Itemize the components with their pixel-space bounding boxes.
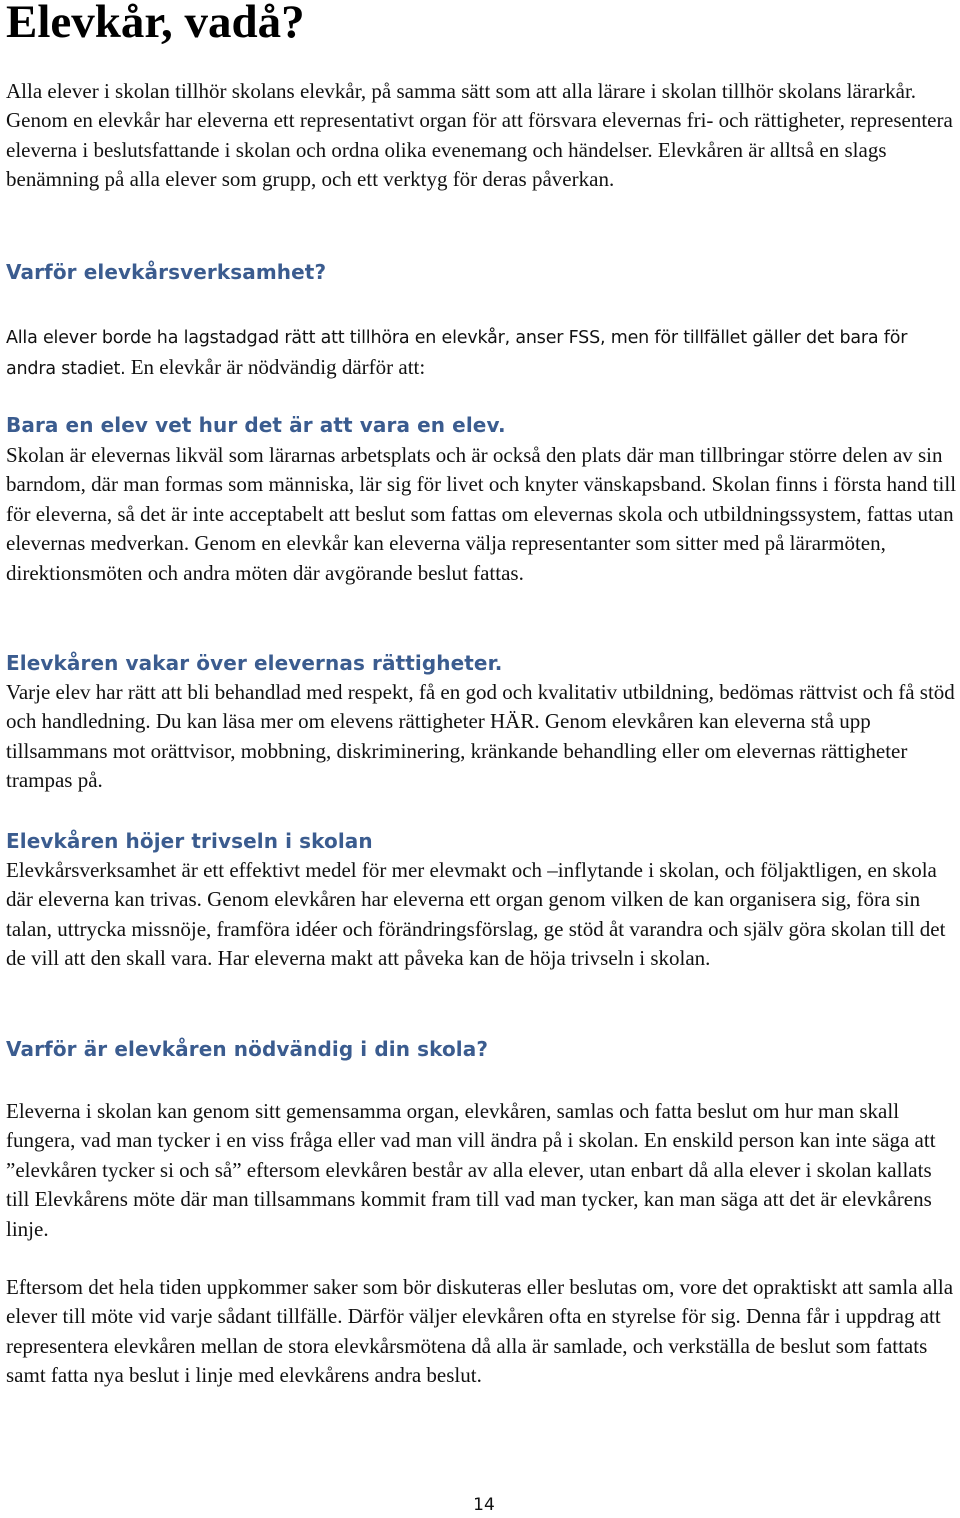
page-title: Elevkår, vadå? xyxy=(6,0,305,48)
necessary-paragraph-1: Eleverna i skolan kan genom sitt gemensamma organ, elevkåren, samlas och fatta beslut om hur man skall fungera, vad man tycker i en viss fråga eller vad man vill ändra på i skolan. En enskild person kan inte säga att ”elevkåren tycker si och så” eftersom elevkåren består av alla elever, utan enbart då alla elever i skolan kallats till Elevkårens möte där man tillsammans kommit fram till vad man tycker, kan man säga att det är elevkårens linje. xyxy=(6,1099,936,1241)
why-activity-text-part2: En elevkår är nödvändig därför att: xyxy=(125,355,426,380)
wellbeing-paragraph: Elevkårsverksamhet är ett effektivt medel för mer elevmakt och –inflytande i skolan, och följaktligen, en skola där eleverna kan trivas. Genom elevkåren har eleverna ett organ genom vilken de kan organisera sig, föra sin talan, uttrycka missnöje, framföra idéer och förändringsförslag, ge stöd åt varandra och själv göra skolan till det de vill att den skall vara. Har eleverna makt att påveka kan de höja trivseln i skolan. xyxy=(6,858,946,971)
heading-why-activity: Varför elevkårsverksamhet? xyxy=(6,260,327,284)
heading-wellbeing: Elevkåren höjer trivseln i skolan xyxy=(6,829,373,853)
necessary-paragraph-2: Eftersom det hela tiden uppkommer saker som bör diskuteras eller beslutas om, vore det opraktiskt att samla alla elever till möte vid varje sådant tillfälle. Därför väljer elevkåren ofta en styrelse för sig. Denna får i uppdrag att representera elevkåren mellan de stora elevkårsmötena då alla är samlade, och verkställa de beslut som fattats samt fatta nya beslut i linje med elevkårens andra beslut. xyxy=(6,1275,954,1388)
heading-rights: Elevkåren vakar över elevernas rättigheter. xyxy=(6,651,503,675)
intro-paragraph: Alla elever i skolan tillhör skolans elevkår, på samma sätt som att alla lärare i skolan tillhör skolans lärarkår. Genom en elevkår har eleverna ett representativt organ för att försvara elevernas fri- och rättigheter, representera eleverna i beslutsfattande i skolan och ordna olika evenemang och händelser. Elevkåren är alltså en slags benämning på alla elever som grupp, och ett verktyg för deras påverkan. xyxy=(6,79,953,192)
rights-paragraph: Varje elev har rätt att bli behandlad med respekt, få en god och kvalitativ utbildning, bedömas rättvist och få stöd och handledning. Du kan läsa mer om elevens rättigheter HÄR. Genom elevkåren kan eleverna stå upp tillsammans mot orättvisor, mobbning, diskriminering, kränkande behandling eller om elevernas rättigheter trampas på. xyxy=(6,680,955,793)
heading-necessary: Varför är elevkåren nödvändig i din skola? xyxy=(6,1037,489,1061)
heading-student: Bara en elev vet hur det är att vara en elev. xyxy=(6,413,506,437)
student-paragraph: Skolan är elevernas likväl som lärarnas arbetsplats och är också den plats där man tillbringar större delen av sin barndom, där man formas som människa, lär sig för livet och knyter vänskapsband. Skolan finns i första hand till för eleverna, så det är inte acceptabelt att beslut som fattas om elevernas skola och utbildningssystem, fattas utan elevernas medverkan. Genom en elevkår kan eleverna välja representanter som sitter med på lärarmöten, direktionsmöten och andra möten där avgörande beslut fattas. xyxy=(6,443,957,585)
page-number: 14 xyxy=(473,1495,495,1515)
why-activity-paragraph xyxy=(6,322,958,385)
why-activity-text-part1: Alla elever borde ha lagstadgad rätt att tillhöra en elevkår, anser FSS, men för tillfället gäller det bara för andra stadiet. xyxy=(6,328,908,380)
